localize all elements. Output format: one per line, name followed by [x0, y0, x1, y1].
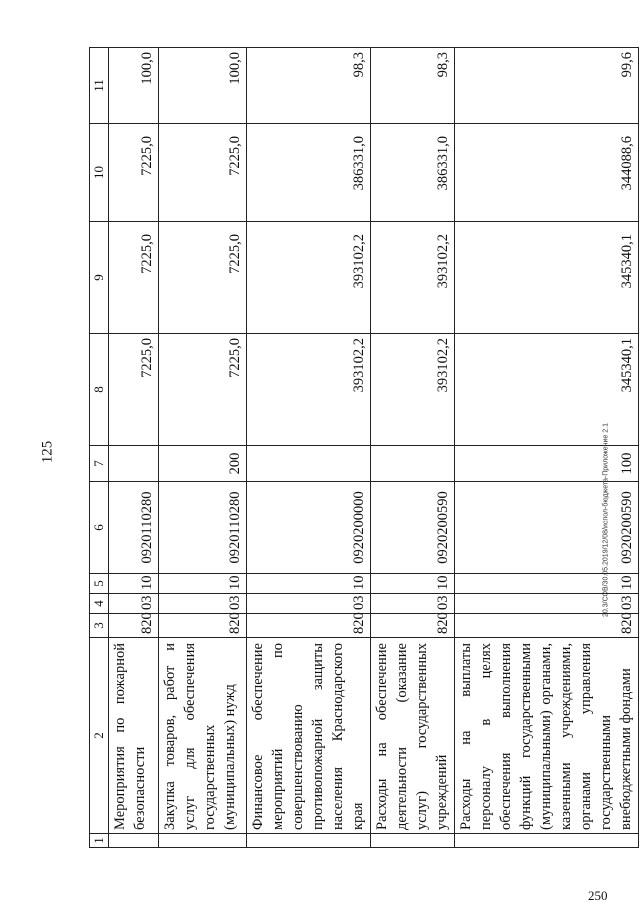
cell-ved: 820 — [455, 614, 639, 638]
row-name: Расходы на выплаты персоналу в целях обеспечения выполнения функций государственными (муниципальными) органами, казенными учреждениями, органами управления государственными внебюджетными фондами — [455, 638, 639, 834]
cell-ved: 820 — [247, 614, 371, 638]
cell-executed: 7225,0 — [159, 124, 247, 222]
row-name: Расходы на обеспечение деятельности (оказание услуг) государственных учреждений — [371, 638, 455, 834]
column-header: 3 — [90, 614, 109, 638]
row-number — [371, 834, 455, 848]
cell-executed: 7225,0 — [109, 124, 159, 222]
cell-vr: 100 — [455, 446, 639, 482]
column-header: 11 — [90, 48, 109, 124]
table-row — [109, 48, 159, 848]
column-header: 8 — [90, 334, 109, 446]
cell-planned: 7225,0 — [109, 222, 159, 334]
row-number — [247, 834, 371, 848]
column-header: 2 — [90, 638, 109, 834]
cell-percent: 100,0 — [109, 48, 159, 124]
column-header: 5 — [90, 574, 109, 594]
row-name: Закупка товаров, работ и услуг для обеспечения государственных (муниципальных) нужд — [159, 638, 247, 834]
cell-csr: 0920200590 — [455, 482, 639, 574]
cell-ved: 820 — [109, 614, 159, 638]
cell-approved: 393102,2 — [247, 334, 371, 446]
column-header: 9 — [90, 222, 109, 334]
column-header: 6 — [90, 482, 109, 574]
cell-vr: 200 — [159, 446, 247, 482]
cell-pr: 10 — [455, 574, 639, 594]
cell-executed: 386331,0 — [371, 124, 455, 222]
table-row — [159, 48, 247, 848]
cell-vr — [109, 446, 159, 482]
cell-planned: 7225,0 — [159, 222, 247, 334]
cell-rz: 03 — [247, 594, 371, 614]
cell-pr: 10 — [371, 574, 455, 594]
column-header: 4 — [90, 594, 109, 614]
cell-vr — [247, 446, 371, 482]
cell-pr: 10 — [159, 574, 247, 594]
cell-percent: 99,6 — [455, 48, 639, 124]
column-header: 10 — [90, 124, 109, 222]
table-header-row — [90, 48, 109, 848]
row-number — [109, 834, 159, 848]
cell-csr: 0920200590 — [371, 482, 455, 574]
page-number: 125 — [39, 440, 56, 464]
table-row — [371, 48, 455, 848]
cell-approved: 7225,0 — [159, 334, 247, 446]
cell-csr: 0920200000 — [247, 482, 371, 574]
cell-percent: 98,3 — [247, 48, 371, 124]
row-number — [159, 834, 247, 848]
cell-pr: 10 — [109, 574, 159, 594]
table-row — [455, 48, 639, 848]
table-row — [247, 48, 371, 848]
row-number — [455, 834, 639, 848]
cell-percent: 98,3 — [371, 48, 455, 124]
cell-vr — [371, 446, 455, 482]
cell-ved: 820 — [371, 614, 455, 638]
cell-rz: 03 — [455, 594, 639, 614]
cell-planned: 393102,2 — [371, 222, 455, 334]
cell-approved: 345340,1 — [455, 334, 639, 446]
row-name: Финансовое обеспечение мероприятий по совершенствованию противопожарной защиты населения Краснодарского края — [247, 638, 371, 834]
cell-planned: 345340,1 — [455, 222, 639, 334]
cell-rz: 03 — [109, 594, 159, 614]
cell-rz: 03 — [159, 594, 247, 614]
cell-executed: 344088,6 — [455, 124, 639, 222]
column-header: 1 — [90, 834, 109, 848]
cell-approved: 393102,2 — [371, 334, 455, 446]
budget-table — [89, 47, 639, 848]
cell-executed: 386331,0 — [247, 124, 371, 222]
cell-pr: 10 — [247, 574, 371, 594]
cell-planned: 393102,2 — [247, 222, 371, 334]
cell-approved: 7225,0 — [109, 334, 159, 446]
column-header: 7 — [90, 446, 109, 482]
cell-csr: 0920110280 — [159, 482, 247, 574]
row-name: Мероприятия по пожарной безопасности — [109, 638, 159, 834]
document-footer-code: 20.3/СОВ/30.05.2019/12/08/испол-бюджета-Приложение 2.1 — [602, 423, 610, 617]
cell-percent: 100,0 — [159, 48, 247, 124]
cell-csr: 0920110280 — [109, 482, 159, 574]
sheet-number: 250 — [588, 888, 608, 903]
cell-ved: 820 — [159, 614, 247, 638]
cell-rz: 03 — [371, 594, 455, 614]
